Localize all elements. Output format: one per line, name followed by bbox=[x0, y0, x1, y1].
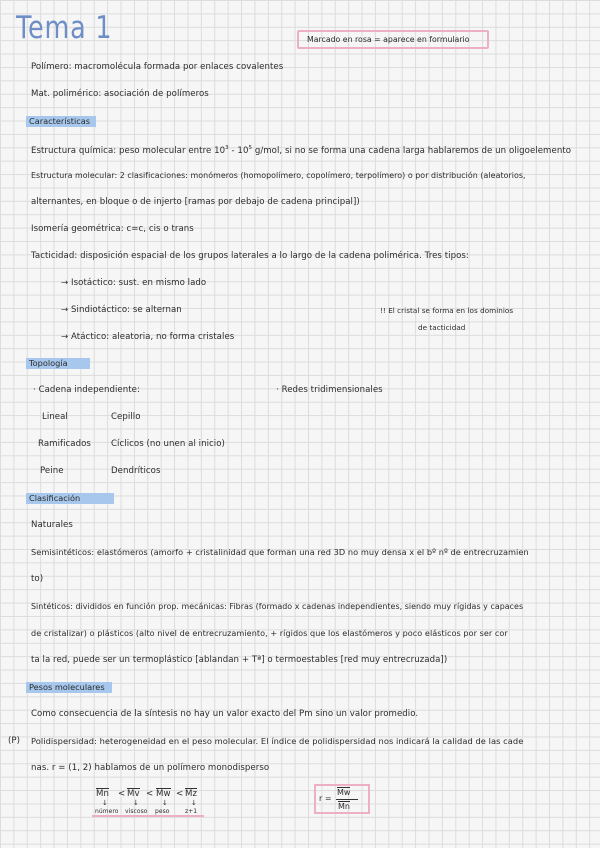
mv-symbol: Mv bbox=[127, 789, 140, 799]
arrow-icon: ↓ bbox=[102, 799, 108, 807]
sinteticos: Sintéticos: divididos en función prop. mecánicas: Fibras (formado x cadenas independientes, siendo muy rígidas y capaces bbox=[31, 602, 524, 611]
estructura-quimica: Estructura química: peso molecular entre $10^3 - 10^5$ g/mol, si no se forma una cadena larga hablaremos de un oligoelemento bbox=[31, 145, 572, 156]
cadena-independiente: · Cadena independiente: bbox=[33, 385, 140, 395]
sub-peso: peso bbox=[155, 808, 170, 815]
section-clasificacion: Clasificación bbox=[26, 493, 114, 504]
ciclicos: Cíclicos (no unen al inicio) bbox=[111, 439, 225, 449]
peine: Peine bbox=[40, 466, 64, 476]
definition-mat-polimerico: Mat. polimérico: asociación de polímeros bbox=[31, 89, 209, 99]
semisinteticos-cont: to) bbox=[31, 574, 44, 584]
dendriticos: Dendríticos bbox=[111, 466, 161, 476]
sinteticos-cont-1: de cristalizar) o plásticos (alto nivel de entrecruzamiento, + rígidos que los elastómeros y poco elásticos por ser cor bbox=[31, 628, 508, 638]
nota-tacticidad: de tacticidad bbox=[418, 323, 466, 332]
estructura-molecular: Estructura molecular: 2 clasificaciones: monómeros (homopolímero, copolímero, terpolímero) o por distribución (aleatorios, bbox=[31, 171, 526, 180]
sinteticos-cont-2: ta la red, puede ser un termoplástico [ablandan + Tª] o termoestables [red muy entrecruzada]) bbox=[31, 655, 448, 665]
lt-symbol: < bbox=[146, 789, 154, 799]
formula-denominator: Mn bbox=[338, 802, 350, 811]
redes-tridimensionales: · Redes tridimensionales bbox=[276, 385, 383, 395]
lineal: Lineal bbox=[42, 412, 68, 422]
formula-numerator: Mw bbox=[337, 788, 351, 797]
polidispersidad: Polidispersidad: heterogeneidad en el peso molecular. El índice de polidispersidad nos indicará la calidad de las cade bbox=[31, 736, 524, 746]
isotactico: → Isotáctico: sust. en mismo lado bbox=[61, 278, 207, 288]
arrow-icon: ↓ bbox=[191, 799, 197, 807]
sub-z: z+1 bbox=[185, 808, 198, 815]
section-pesos-moleculares: Pesos moleculares bbox=[26, 682, 112, 693]
isomeria: Isomería geométrica: c=c, cis o trans bbox=[31, 224, 194, 234]
sub-viscoso: viscoso bbox=[125, 808, 148, 815]
naturales: Naturales bbox=[31, 520, 73, 530]
mn-symbol: Mn bbox=[96, 789, 109, 799]
semisinteticos: Semisintéticos: elastómeros (amorfo + cristalinidad que forman una red 3D no muy densa x el bº nº de entrecruzamien bbox=[31, 547, 529, 557]
estructura-molecular-cont: alternantes, en bloque o de injerto [ramas por debajo de cadena principal]) bbox=[31, 197, 360, 207]
pink-underline bbox=[92, 815, 204, 817]
legend-box: Marcado en rosa = aparece en formulario bbox=[297, 30, 489, 49]
arrow-icon: ↓ bbox=[133, 799, 139, 807]
nota-cristal: !! El cristal se forma en los dominios bbox=[380, 306, 514, 315]
mw-symbol: Mw bbox=[156, 789, 171, 799]
lt-symbol: < bbox=[118, 789, 126, 799]
polidispersidad-cont: nas. r = (1, 2) hablamos de un polímero monodisperso bbox=[31, 763, 270, 773]
arrow-icon: ↓ bbox=[162, 799, 168, 807]
polydispersity-formula-box bbox=[314, 784, 370, 814]
section-caracteristicas: Características bbox=[26, 116, 96, 127]
mz-symbol: Mz bbox=[185, 789, 198, 799]
tacticidad: Tacticidad: disposición espacial de los grupos laterales a lo largo de la cadena polimérica. Tres tipos: bbox=[31, 251, 469, 261]
formula-r: r = bbox=[319, 794, 332, 803]
fraction-bar bbox=[336, 799, 358, 800]
lt-symbol: < bbox=[176, 789, 184, 799]
ramificados: Ramificados bbox=[38, 439, 91, 449]
definition-polimero: Polímero: macromolécula formada por enlaces covalentes bbox=[31, 62, 284, 72]
pesos-intro: Como consecuencia de la síntesis no hay un valor exacto del Pm sino un valor promedio. bbox=[31, 709, 419, 719]
sub-numero: número bbox=[95, 808, 119, 815]
sindiotactico: → Sindiotáctico: se alternan bbox=[61, 305, 182, 315]
section-topologia: Topología bbox=[26, 358, 90, 369]
page-title: Tema 1 bbox=[16, 10, 113, 46]
cepillo: Cepillo bbox=[111, 412, 141, 422]
formulario-marker: (P) bbox=[8, 736, 21, 746]
atactico: → Atáctico: aleatoria, no forma cristales bbox=[61, 332, 235, 342]
